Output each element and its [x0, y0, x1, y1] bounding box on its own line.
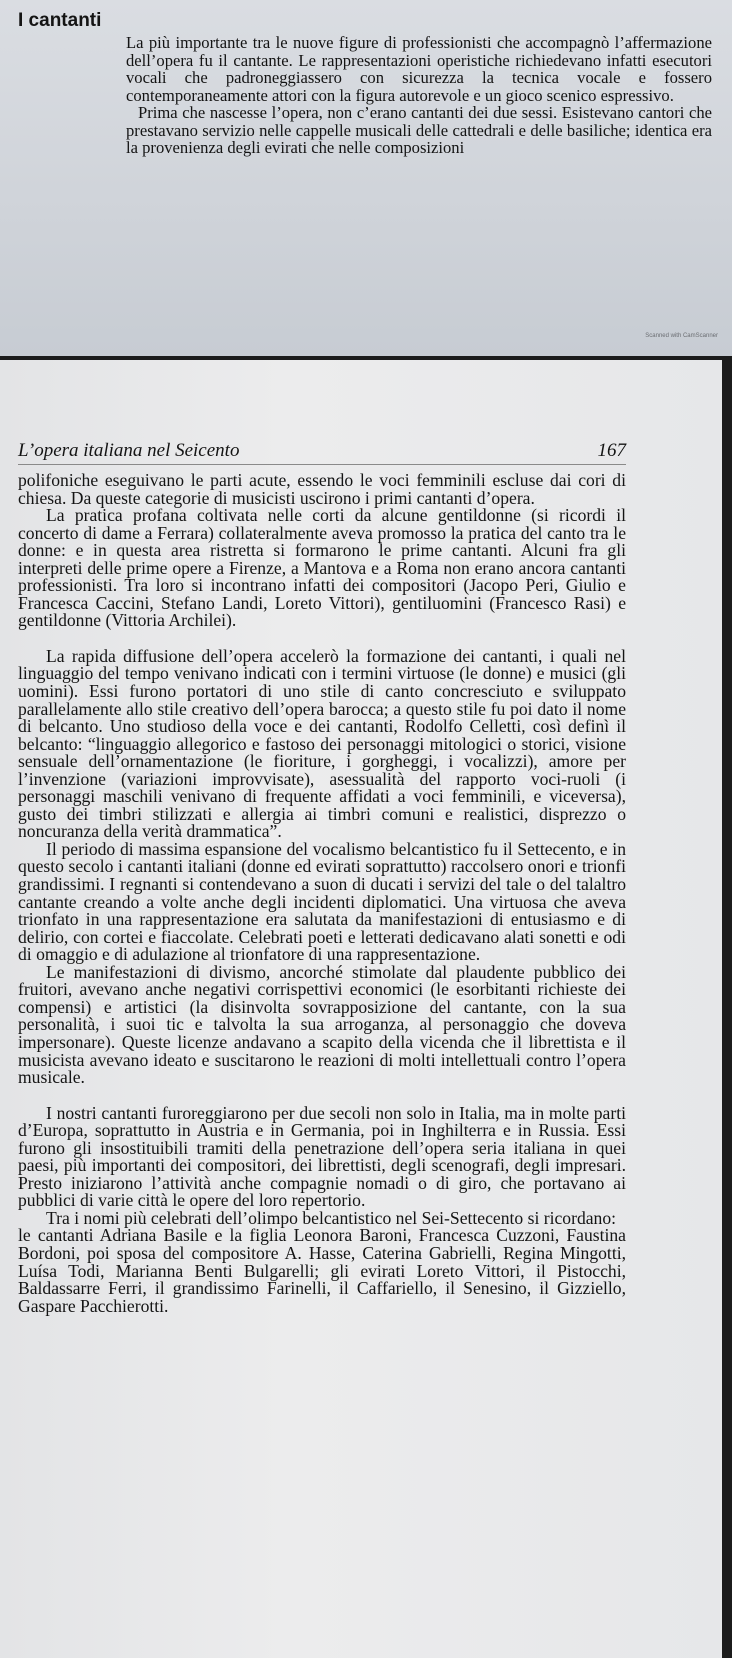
- paragraph: Prima che nascesse l’opera, non c’erano cantanti dei due sessi. Esistevano cantori che prestavano servizio nelle cappelle musicali delle cattedrali e delle basiliche; identica era la provenienza degli evirati che nelle composizioni: [126, 103, 712, 157]
- paragraph: Le manifestazioni di divismo, ancorché stimolate dal plaudente pubblico dei fruitori, avevano anche negativi corrispettivi economici (le esorbitanti richieste dei compensi) e artistici (la disinvolta sovrapposizione del cantante, con la sua personalità, i suoi tic e talvolta la sua arroganza, al personaggio che doveva impersonare). Queste licenze andavano a scapito della vicenda che il librettista e il musicista avevano ideato e suscitarono le reazioni di molti intellettuali contro l’opera musicale.: [18, 961, 626, 1088]
- upper-text-block: [126, 34, 712, 157]
- scanner-watermark: Scanned with CamScanner: [645, 333, 718, 339]
- paragraph: polifoniche eseguivano le parti acute, essendo le voci femminili escluse dai cori di chiesa. Da queste categorie di musicisti uscirono i primi cantanti d’opera.: [18, 470, 626, 508]
- paragraph: le cantanti Adriana Basile e la figlia Leonora Baroni, Francesca Cuzzoni, Faustina Bordoni, poi sposa del compositore A. Hasse, Caterina Gabrielli, Regina Mingotti, Luísa Todi, Marianna Benti Bulgarelli; gli evirati Loreto Vittori, il Pistocchi, Baldassarre Ferri, il grandissimo Farinelli, il Caffariello, il Senesino, il Gizziello, Gaspare Pacchierotti.: [18, 1225, 626, 1316]
- paragraph: Il periodo di massima espansione del vocalismo belcantistico fu il Settecento, e in questo secolo i cantanti italiani (donne ed evirati soprattutto) raccolsero onori e trionfi grandissimi. I regnanti si contendevano a suon di ducati i servizi del tale o del talaltro cantante creando a volte anche degli incidenti diplomatici. Una virtuosa che aveva trionfato in una rappresentazione era salutata da manifestazioni di entusiasmo e di delirio, con cortei e fiaccolate. Celebrati poeti e letterati dedicavano alati sonetti e odi di omaggio e di adulazione al trionfatore di una rappresentazione.: [18, 838, 626, 965]
- paragraph: La più importante tra le nuove figure di professionisti che accompagnò l’affermazione dell’opera fu il cantante. Le rappresentazioni operistiche richiedevano infatti esecutori vocali che padroneggiassero con sicurezza la tecnica vocale e fossero contemporaneamente attori con la figura autorevole e un gioco scenico espressivo.: [126, 33, 712, 105]
- book-page-167: [0, 360, 722, 1658]
- chapter-title: L’opera italiana nel Seicento: [18, 440, 240, 461]
- paragraph: I nostri cantanti furoreggiarono per due secoli non solo in Italia, ma in molte parti d’Europa, soprattutto in Austria e in Germania, poi in Inghilterra e in Russia. Essi furono gli insostituibili tramiti della penetrazione dell’opera seria italiana in quei paesi, più importanti dei compositori, dei librettisti, degli scenografi, degli impresari. Presto iniziarono l’attività anche compagnie nomadi o di giro, che portavano ai pubblici di varie città le opere del loro repertorio.: [18, 1102, 626, 1211]
- page-number: 167: [597, 440, 626, 461]
- section-title: I cantanti: [18, 10, 102, 31]
- paragraph: La rapida diffusione dell’opera accelerò la formazione dei cantanti, i quali nel linguaggio del tempo venivano indicati con i termini virtuose (le donne) e musici (gli uomini). Essi furono portatori di uno stile di canto concresciuto e sviluppato parallelamente allo stile creativo dell’opera barocca; a questo stile fu poi dato il nome di belcanto. Uno studioso della voce e dei cantanti, Rodolfo Celletti, così definì il belcanto: “linguaggio allegorico e fastoso dei personaggi mitologici o storici, visione sensuale dell’ornamentazione (le fioriture, i gorgheggi, i vocalizzi), amore per l’invenzione (variazioni improvvisate), asessualità del rapporto voci-ruoli (i personaggi maschili venivano di frequente affidati a voci femminili, e viceversa), gusto dei timbri stilizzati e allergia ai timbri comuni e realistici, disprezzo o noncuranza della verità drammatica”.: [18, 645, 626, 842]
- upper-page-fragment: [0, 0, 732, 356]
- paragraph: Tra i nomi più celebrati dell’olimpo belcantistico nel Sei-Settecento si ricordano:: [46, 1207, 617, 1228]
- running-head: [18, 440, 626, 465]
- paragraph: La pratica profana coltivata nelle corti da alcune gentildonne (si ricordi il concerto di dame a Ferrara) collateralmente aveva promosso la pratica del canto tra le donne: e in questa area ristretta si formarono le prime cantanti. Alcuni fra gli interpreti delle prime opere a Firenze, a Mantova e a Roma non erano ancora cantanti professionisti. Tra loro si incontrano infatti dei compositori (Jacopo Peri, Giulio e Francesca Caccini, Stefano Landi, Loreto Vittori), gentiluomini (Francesco Rasi) e gentildonne (Vittoria Archilei).: [18, 505, 626, 631]
- body-text: [18, 472, 626, 1315]
